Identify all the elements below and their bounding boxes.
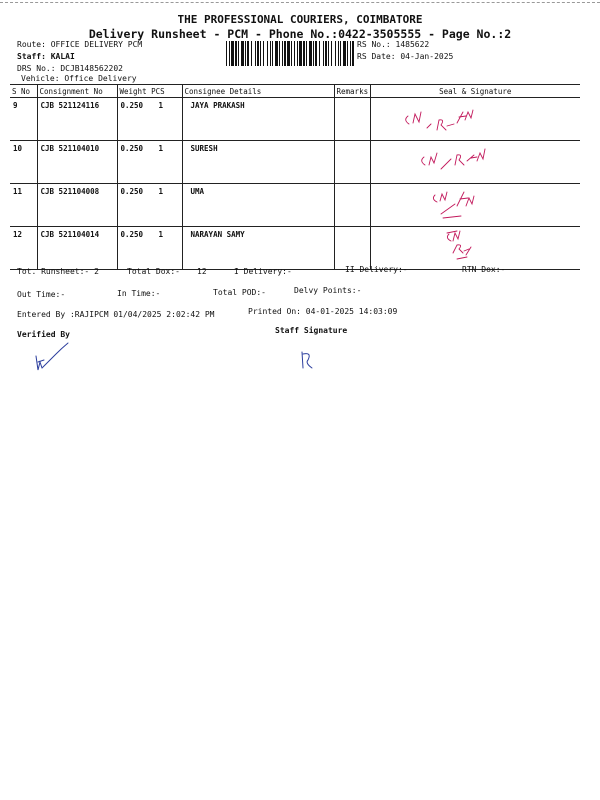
consignment-cell: CJB 521104010 xyxy=(37,141,117,184)
rtn-dox: RTN Dox:- xyxy=(462,265,506,274)
remarks-cell xyxy=(334,98,370,141)
total-dox-label: Total Dox:- xyxy=(127,267,180,276)
verifier-signature xyxy=(30,340,80,375)
route-text: Route: OFFICE DELIVERY PCM xyxy=(17,40,143,49)
remarks-cell xyxy=(334,227,370,270)
sno-cell: 11 xyxy=(10,184,37,227)
pcs-value: 1 xyxy=(158,144,164,153)
total-dox-value: 12 xyxy=(197,267,207,276)
col-header-sno: S No xyxy=(10,85,37,98)
weight-value: 0.250 xyxy=(120,144,144,153)
consignee-cell: UMA xyxy=(182,184,334,227)
consignee-cell: NARAYAN SAMY xyxy=(182,227,334,270)
consignee-cell: JAYA PRAKASH xyxy=(182,98,334,141)
col-header-seal-signature: Seal & Signature xyxy=(370,85,580,98)
drs-number: DRS No.: DCJB148562202 xyxy=(17,64,123,73)
handwritten-signature xyxy=(371,98,581,138)
in-time: In Time:- xyxy=(117,289,161,298)
seal-signature-cell xyxy=(370,141,580,184)
col-header-weight-pcs xyxy=(117,85,182,98)
sno-cell: 9 xyxy=(10,98,37,141)
consignment-cell: CJB 521104014 xyxy=(37,227,117,270)
tot-runsheet: Tot. Runsheet:- 2 xyxy=(17,267,99,276)
col-header-weight: Weight xyxy=(119,86,147,96)
top-rule xyxy=(0,2,600,3)
rs-number: RS No.: 1485622 xyxy=(357,40,430,49)
ii-delivery: II Delivery:- xyxy=(345,265,408,274)
weight-pcs-cell xyxy=(117,98,182,141)
handwritten-signature xyxy=(371,141,581,181)
weight-value: 0.250 xyxy=(120,187,144,196)
table-row xyxy=(10,141,580,184)
consignee-cell: SURESH xyxy=(182,141,334,184)
barcode-image xyxy=(226,41,354,66)
delvy-points: Delvy Points:- xyxy=(294,286,362,295)
seal-signature-cell xyxy=(370,184,580,227)
total-pod: Total POD:- xyxy=(213,288,266,297)
sno-cell: 12 xyxy=(10,227,37,270)
pcs-value: 1 xyxy=(158,187,164,196)
runsheet-table xyxy=(10,84,580,270)
remarks-cell xyxy=(334,184,370,227)
weight-value: 0.250 xyxy=(120,230,144,239)
handwritten-signature xyxy=(371,184,581,224)
out-time: Out Time:- xyxy=(17,290,66,299)
weight-pcs-cell xyxy=(117,227,182,270)
consignment-cell: CJB 521124116 xyxy=(37,98,117,141)
verified-by-label: Verified By xyxy=(17,330,70,339)
consignment-cell: CJB 521104008 xyxy=(37,184,117,227)
staff-signature-label: Staff Signature xyxy=(275,326,348,335)
entered-by: Entered By :RAJIPCM 01/04/2025 2:02:42 PM xyxy=(17,310,215,319)
pcs-value: 1 xyxy=(158,230,164,239)
weight-pcs-cell xyxy=(117,141,182,184)
i-delivery: I Delivery:- xyxy=(234,267,292,276)
col-header-consignment: Consignment No xyxy=(37,85,117,98)
handwritten-signature xyxy=(371,227,581,267)
col-header-consignee: Consignee Details xyxy=(182,85,334,98)
staff-text: Staff: KALAI xyxy=(17,52,75,61)
col-header-pcs: PCS xyxy=(151,86,165,96)
printed-on: Printed On: 04-01-2025 14:03:09 xyxy=(248,307,398,316)
rs-date: RS Date: 04-Jan-2025 xyxy=(357,52,454,61)
vehicle-text: Vehicle: Office Delivery xyxy=(21,74,137,83)
col-header-remarks: Remarks xyxy=(334,85,370,98)
staff-signature-mark xyxy=(296,348,326,373)
table-row xyxy=(10,227,580,270)
remarks-cell xyxy=(334,141,370,184)
company-title: THE PROFESSIONAL COURIERS, COIMBATORE xyxy=(177,13,423,26)
seal-signature-cell xyxy=(370,98,580,141)
pcs-value: 1 xyxy=(158,101,164,110)
weight-pcs-cell xyxy=(117,184,182,227)
seal-signature-cell xyxy=(370,227,580,270)
table-row xyxy=(10,98,580,141)
weight-value: 0.250 xyxy=(120,101,144,110)
table-row xyxy=(10,184,580,227)
runsheet-title: Delivery Runsheet - PCM - Phone No.:0422-3505555 - Page No.:2 xyxy=(88,27,512,41)
table-header-row xyxy=(10,85,580,98)
sno-cell: 10 xyxy=(10,141,37,184)
